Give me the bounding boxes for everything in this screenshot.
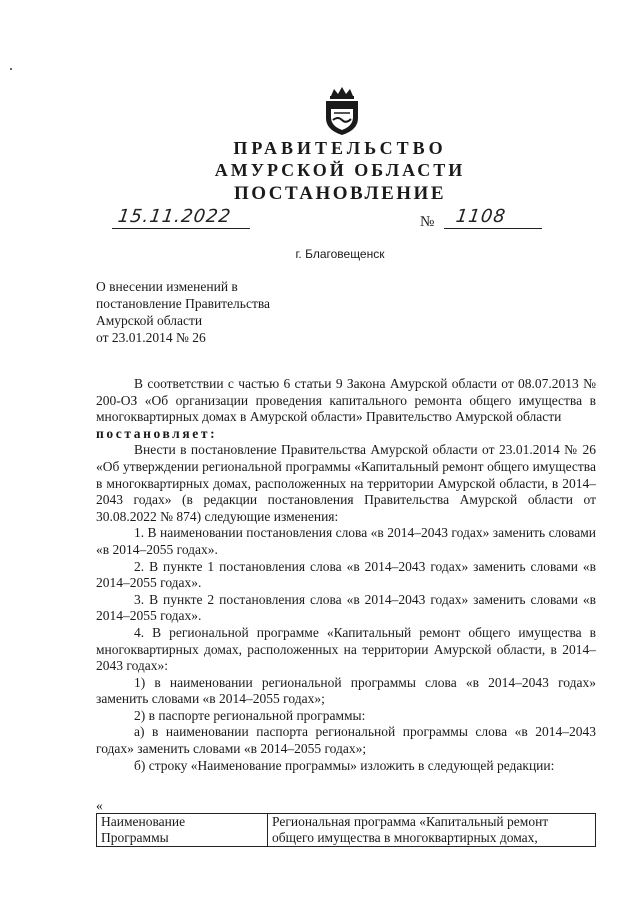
table-cell-label <box>97 814 268 847</box>
coat-of-arms-icon <box>322 86 362 136</box>
clause-4-2a: а) в наименовании паспорта региональной программы слова «в 2014–2043 годах» заменить словами «в 2014–2055 годах»; <box>96 724 596 757</box>
subject-line: Амурской области <box>96 313 203 328</box>
program-name-table <box>96 813 596 847</box>
clause-4-2b: б) строку «Наименование программы» изложить в следующей редакции: <box>134 757 555 773</box>
org-name-line2: АМУРСКОЙ ОБЛАСТИ <box>214 160 466 180</box>
document-number: 1108 <box>454 206 508 227</box>
city: г. Благовещенск <box>295 247 385 261</box>
opening-quote: « <box>96 798 103 813</box>
date-underline <box>112 228 250 229</box>
scan-speck <box>10 68 12 70</box>
document-date: 15.11.2022 <box>116 206 233 227</box>
clause-2: 2. В пункте 1 постановления слова «в 2014–2043 годах» заменить словами «в 2014–2055 годах». <box>96 558 596 591</box>
table-row <box>97 814 596 847</box>
clause-1: 1. В наименовании постановления слова «в 2014–2043 годах» заменить словами «в 2014–2055 годах». <box>96 525 596 557</box>
org-name-line1: ПРАВИТЕЛЬСТВО <box>233 138 447 158</box>
cell-line: общего имущества в многоквартирных домах, <box>272 830 538 845</box>
preamble: В соответствии с частью 6 статьи 9 Закона Амурской области от 08.07.2013 № 200-ОЗ «Об организации проведения капитального ремонта общего имущества в многоквартирных домах в Амурской области» Правительство Амурской области <box>96 376 596 425</box>
cell-line: Наименование <box>101 814 186 829</box>
number-label: № <box>420 214 435 230</box>
clause-4: 4. В региональной программе «Капитальный ремонт общего имущества в многоквартирных домах, расположенных на территории Амурской области, в 2014–2043 годах»: <box>96 624 596 674</box>
clause-4-2: 2) в паспорте региональной программы: <box>134 707 366 723</box>
subject-line: постановление Правительства <box>96 296 271 311</box>
body-text <box>96 376 596 774</box>
resolves-word: постановляет: <box>96 425 218 441</box>
clause-3: 3. В пункте 2 постановления слова «в 2014–2043 годах» заменить словами «в 2014–2055 годах». <box>96 591 596 624</box>
clause-4-1: 1) в наименовании региональной программы слова «в 2014–2043 годах» заменить словами «в 2014–2055 годах»; <box>96 674 596 707</box>
subject-block <box>96 278 270 346</box>
intro-paragraph: Внести в постановление Правительства Амурской области от 23.01.2014 № 26 «Об утверждении региональной программы «Капитальный ремонт общего имущества в многоквартирных домах, расположенных на территории Амурской области, в 2014–2043 годах» (в редакции постановления Правительства Амурской области от 30.08.2022 № 874) следующие изменения: <box>96 442 596 524</box>
cell-line: Программы <box>101 830 169 845</box>
subject-line: от 23.01.2014 № 26 <box>96 330 206 345</box>
document-type: ПОСТАНОВЛЕНИЕ <box>233 183 447 204</box>
table-cell-value <box>268 814 596 847</box>
number-underline <box>444 228 542 229</box>
cell-line: Региональная программа «Капитальный ремонт <box>272 814 549 829</box>
subject-line: О внесении изменений в <box>96 279 238 294</box>
